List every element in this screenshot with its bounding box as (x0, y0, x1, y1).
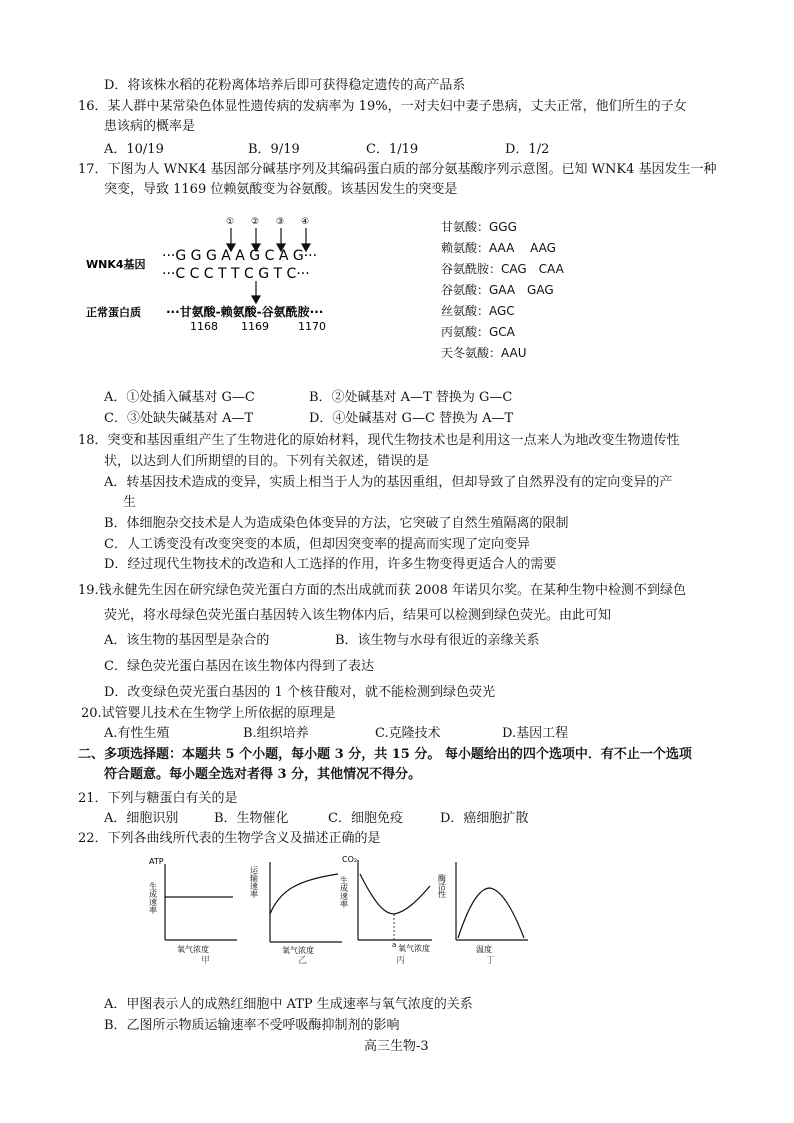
graph-yi (248, 852, 348, 964)
codon-lys: 赖氨酸：AAA AAG (441, 241, 556, 255)
dna-strand-1: ···G G G A A G C A G··· (162, 248, 318, 264)
codon-asp: 天冬氨酸：AAU (441, 346, 527, 360)
graph-bing (340, 852, 440, 964)
q18-option-d: D．经过现代生物技术的改造和人工选择的作用，许多生物变得更适合人的需要 (104, 557, 557, 572)
graph-yi-xlabel: 氧气浓度 (282, 946, 314, 955)
q21-option-c: C．细胞免疫 (328, 811, 403, 826)
q21-option-a: A．细胞识别 (104, 811, 179, 826)
q20-option-b: B.组织培养 (243, 726, 309, 741)
wnk4-gene-figure (86, 208, 426, 338)
graph-bing-ylabel-top: CO₂ (342, 855, 358, 864)
graph-ding-xlabel: 温度 (476, 945, 492, 954)
q22-option-b: B．乙图所示物质运输速率不受呼吸酶抑制剂的影响 (104, 1018, 400, 1033)
graph-bing-curve (360, 874, 430, 914)
q21-option-b: B．生物催化 (214, 811, 289, 826)
position-1169: 1169 (241, 320, 269, 333)
graph-bing-ylabel: 生成速率 (340, 876, 349, 908)
q17-option-d: D．④处碱基对 G—C 替换为 A—T (309, 411, 514, 426)
q17-option-c: C．③处缺失碱基对 A—T (104, 411, 254, 426)
graph-yi-ylabel: 运输速率 (249, 866, 259, 898)
codon-ser: 丝氨酸：AGC (441, 304, 515, 318)
codon-gln: 谷氨酰胺：CAG CAA (441, 262, 564, 276)
section2-header-line2: 符合题意。每小题全选对者得 3 分，其他情况不得分。 (104, 767, 422, 782)
protein-label: 正常蛋白质 (86, 306, 141, 319)
page-footer: 高三生物-3 (364, 1039, 429, 1054)
codon-gly: 甘氨酸：GGG (441, 220, 517, 234)
q18-option-a-line2: 生 (123, 495, 137, 510)
circle-2: ② (251, 217, 260, 227)
q16-stem-line2: 患该病的概率是 (104, 119, 196, 134)
protein-sequence: ···甘氨酸-赖氨酸-谷氨酰胺··· (166, 305, 324, 319)
position-1170: 1170 (298, 320, 326, 333)
q18-option-a-line1: A．转基因技术造成的变异，实质上相当于人为的基因重组，但却导致了自然界没有的定向变异的产 (104, 475, 673, 490)
q21-stem: 21．下列与糖蛋白有关的是 (78, 791, 238, 806)
graph-jia-name: 甲 (201, 956, 211, 964)
q16-option-d: D．1/2 (505, 142, 550, 157)
q22-stem: 22．下列各曲线所代表的生物学含义及描述正确的是 (78, 831, 381, 846)
q16-option-a: A．10/19 (104, 142, 164, 157)
position-1168: 1168 (190, 320, 218, 333)
q19-stem-line1: 19.钱永健先生因在研究绿色荧光蛋白方面的杰出成就而获 2008 年诺贝尔奖。在某种生物中检测不到绿色 (78, 583, 687, 598)
q17-stem-line2: 突变，导致 1169 位赖氨酸变为谷氨酸。该基因发生的突变是 (104, 182, 458, 197)
codon-glu: 谷氨酸：GAA GAG (441, 283, 554, 297)
graph-jia (143, 852, 243, 964)
graph-jia-ylabel: 生成速率 (148, 882, 158, 914)
q18-option-c: C．人工诱变没有改变突变的本质，但却因突变率的提高而实现了定向变异 (104, 537, 530, 552)
q17-option-b: B．②处碱基对 A—T 替换为 G—C (309, 390, 513, 405)
graph-ding-curve (458, 888, 524, 938)
q17-option-a: A．①处插入碱基对 G—C (104, 390, 255, 405)
q19-option-c: C．绿色荧光蛋白基因在该生物体内得到了表达 (104, 659, 374, 674)
graph-jia-xlabel: 氧气浓度 (177, 945, 209, 954)
q22-option-a: A．甲图表示人的成熟红细胞中 ATP 生成速率与氧气浓度的关系 (104, 997, 473, 1012)
q16-stem-line1: 16．某人群中某常染色体显性遗传病的发病率为 19%，一对夫妇中妻子患病，丈夫正常，他们所生的子女 (78, 99, 687, 114)
q16-option-c: C．1/19 (366, 142, 419, 157)
circle-3: ③ (276, 217, 285, 227)
q15-option-d: D．将该株水稻的花粉离体培养后即可获得稳定遗传的高产品系 (104, 78, 466, 93)
q19-option-d: D．改变绿色荧光蛋白基因的 1 个核苷酸对，就不能检测到绿色荧光 (104, 685, 495, 700)
graph-bing-mark-a: a (392, 941, 397, 949)
graph-ding-name: 丁 (486, 956, 496, 964)
graph-bing-name: 丙 (396, 956, 406, 964)
circle-1: ① (226, 217, 235, 227)
q20-option-d: D.基因工程 (502, 726, 569, 741)
translation-arrow (252, 281, 260, 303)
circle-4: ④ (301, 217, 310, 227)
graph-bing-xlabel: 氧气浓度 (398, 944, 430, 953)
q16-option-b: B．9/19 (248, 142, 300, 157)
graph-yi-curve (270, 874, 338, 914)
q20-option-a: A.有性生殖 (104, 726, 170, 741)
q20-option-c: C.克隆技术 (375, 726, 441, 741)
graph-ding (436, 852, 536, 964)
q21-option-d: D．癌细胞扩散 (440, 811, 529, 826)
gene-label: WNK4基因 (86, 258, 146, 271)
q19-stem-line2: 荧光，将水母绿色荧光蛋白基因转入该生物体内后，结果可以检测到绿色荧光。由此可知 (104, 608, 612, 623)
q18-stem-line2: 状，以达到人们所期望的目的。下列有关叙述，错误的是 (104, 454, 430, 469)
dna-strand-2: ···C C C T T C G T C··· (162, 266, 310, 282)
graph-jia-ylabel-top: ATP (149, 857, 164, 866)
q17-stem-line1: 17．下图为人 WNK4 基因部分碱基序列及其编码蛋白质的部分氨基酸序列示意图。已知 WNK4 基因发生一种 (78, 162, 717, 177)
graph-yi-name: 乙 (298, 956, 308, 964)
section2-header-line1: 二、多项选择题：本题共 5 个小题，每小题 3 分，共 15 分。 每小题给出的四个选项中．有不止一个选项 (78, 747, 692, 762)
q19-option-b: B．该生物与水母有很近的亲缘关系 (335, 633, 540, 648)
q18-stem-line1: 18．突变和基因重组产生了生物进化的原始材料，现代生物技术也是利用这一点来人为地改变生物遗传性 (78, 433, 680, 448)
codon-ala: 丙氨酸：GCA (441, 325, 515, 339)
q19-option-a: A．该生物的基因型是杂合的 (104, 633, 270, 648)
q20-stem: 20.试管婴儿技术在生物学上所依据的原理是 (81, 706, 336, 721)
graph-ding-ylabel: 酶活性 (437, 874, 447, 898)
q18-option-b: B．体细胞杂交技术是人为造成染色体变异的方法，它突破了自然生殖隔离的限制 (104, 516, 569, 531)
